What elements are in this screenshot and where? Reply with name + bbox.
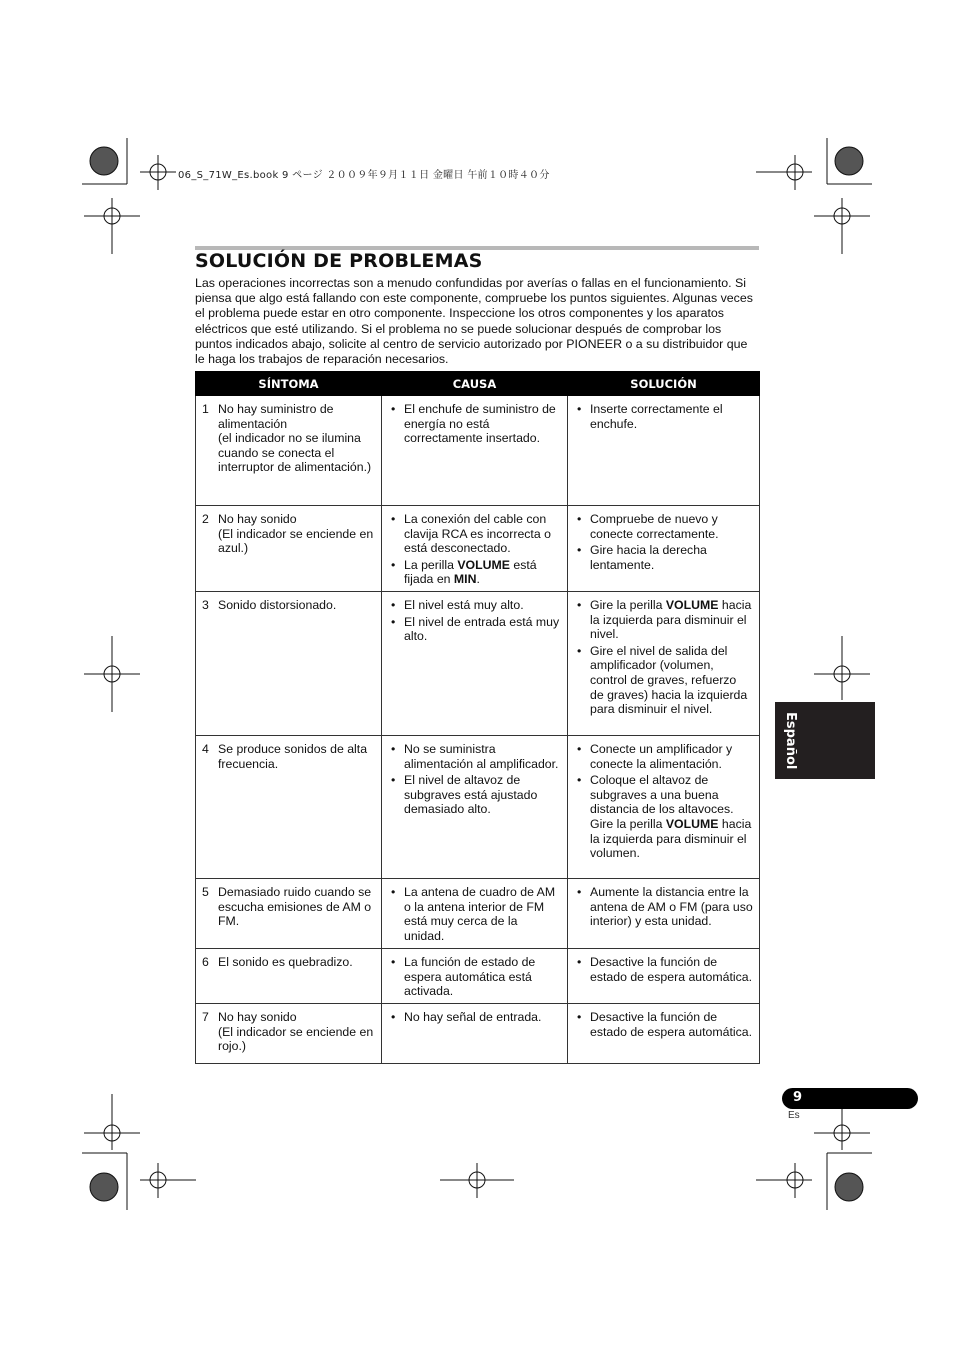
- solution-item: • Inserte correctamente el enchufe.: [574, 402, 753, 431]
- solution-cell: [568, 736, 760, 879]
- solution-list: [574, 885, 753, 929]
- cause-item: • No se suministra alimentación al amplificador.: [388, 742, 561, 771]
- language-label: Español: [783, 712, 798, 770]
- row-number: 5: [202, 885, 209, 899]
- symptom: [202, 885, 375, 929]
- symptom-cell: [196, 736, 382, 879]
- symptom-text: Demasiado ruido cuando se escucha emisiones de AM o FM.: [218, 885, 372, 929]
- row-number: 1: [202, 402, 209, 416]
- cause-item: • El enchufe de suministro de energía no está correctamente insertado.: [388, 402, 561, 446]
- language-side-tab: [775, 702, 875, 779]
- solution-item: • Gire la perilla VOLUME hacia la izquierda para disminuir el nivel.: [574, 598, 753, 642]
- symptom: [202, 598, 375, 613]
- row-number: 7: [202, 1010, 209, 1024]
- header-symptom: SÍNTOMA: [196, 372, 382, 396]
- solution-list: [574, 512, 753, 572]
- table-row: [196, 1004, 760, 1064]
- symptom-cell: [196, 506, 382, 592]
- solution-item: • Coloque el altavoz de subgraves a una buena distancia de los altavoces. Gire la perilla VOLUME hacia la izquierda para disminuir el volumen.: [574, 773, 753, 861]
- cause-item: • El nivel de entrada está muy alto.: [388, 615, 561, 644]
- cause-cell: [382, 879, 568, 949]
- page-number-pill: [782, 1088, 918, 1109]
- solution-item: • Gire el nivel de salida del amplificador (volumen, control de graves, refuerzo de graves) hacia la izquierda para disminuir el nivel.: [574, 644, 753, 717]
- table-row: [196, 396, 760, 506]
- symptom-text: No hay sonido (El indicador se enciende en azul.): [218, 512, 374, 556]
- symptom: [202, 1010, 375, 1054]
- symptom-text: Sonido distorsionado.: [218, 598, 337, 612]
- solution-list: [574, 1010, 753, 1039]
- solution-item: • Conecte un amplificador y conecte la alimentación.: [574, 742, 753, 771]
- page-title: SOLUCIÓN DE PROBLEMAS: [195, 250, 483, 272]
- cause-cell: [382, 949, 568, 1004]
- cause-item: • No hay señal de entrada.: [388, 1010, 561, 1025]
- symptom-cell: [196, 879, 382, 949]
- cause-item: • La función de estado de espera automática está activada.: [388, 955, 561, 999]
- row-number: 6: [202, 955, 209, 969]
- page-language-code: Es: [788, 1110, 800, 1121]
- row-number: 3: [202, 598, 209, 612]
- symptom: [202, 742, 375, 771]
- solution-item: • Gire hacia la derecha lentamente.: [574, 543, 753, 572]
- solution-list: [574, 598, 753, 717]
- symptom-text: El sonido es quebradizo.: [218, 955, 353, 969]
- cause-list: [388, 598, 561, 644]
- symptom-cell: [196, 949, 382, 1004]
- cause-list: [388, 885, 561, 943]
- print-file-info: 06_S_71W_Es.book 9 ページ ２００９年９月１１日 金曜日 午前１０時４０分: [178, 170, 550, 181]
- solution-list: [574, 402, 753, 431]
- troubleshooting-table: [195, 371, 760, 1064]
- table-row: [196, 592, 760, 736]
- cause-cell: [382, 1004, 568, 1064]
- solution-item: • Compruebe de nuevo y conecte correctamente.: [574, 512, 753, 541]
- cause-item: • La conexión del cable con clavija RCA es incorrecta o está desconectado.: [388, 512, 561, 556]
- symptom-text: No hay suministro de alimentación (el indicador no se ilumina cuando se conecta el interruptor de alimentación.): [218, 402, 372, 475]
- symptom-cell: [196, 592, 382, 736]
- table-row: [196, 506, 760, 592]
- solution-cell: [568, 592, 760, 736]
- header-solution: SOLUCIÓN: [568, 372, 760, 396]
- page-number: 9: [793, 1090, 803, 1105]
- cause-item: • El nivel está muy alto.: [388, 598, 561, 613]
- solution-cell: [568, 1004, 760, 1064]
- solution-item: • Desactive la función de estado de espera automática.: [574, 1010, 753, 1039]
- symptom-cell: [196, 396, 382, 506]
- solution-list: [574, 955, 753, 984]
- cause-list: [388, 1010, 561, 1025]
- solution-cell: [568, 506, 760, 592]
- symptom-cell: [196, 1004, 382, 1064]
- symptom-text: No hay sonido (El indicador se enciende en rojo.): [218, 1010, 374, 1054]
- cause-list: [388, 402, 561, 446]
- row-number: 4: [202, 742, 209, 756]
- solution-item: • Aumente la distancia entre la antena de AM o FM (para uso interior) y esta unidad.: [574, 885, 753, 929]
- cause-cell: [382, 506, 568, 592]
- row-number: 2: [202, 512, 209, 526]
- cause-item: • La antena de cuadro de AM o la antena interior de FM está muy cerca de la unidad.: [388, 885, 561, 943]
- solution-list: [574, 742, 753, 861]
- table-header-row: [196, 372, 760, 396]
- intro-paragraph: Las operaciones incorrectas son a menudo confundidas por averías o fallas en el funcionamiento. Si piensa que algo está fallando con este componente, compruebe los puntos siguientes. Algunas veces el problema puede estar en otro componente. Inspeccione los otros componentes y los aparatos eléctricos que esté utilizando. Si el problema no se puede solucionar después de comprobar los puntos indicados abajo, solicite al centro de servicio autorizado por PIONEER o a su distribuidor que le haga los trabajos de reparación necesarios.: [195, 276, 753, 367]
- solution-item: • Desactive la función de estado de espera automática.: [574, 955, 753, 984]
- solution-cell: [568, 949, 760, 1004]
- cause-item: • El nivel de altavoz de subgraves está ajustado demasiado alto.: [388, 773, 561, 817]
- cause-cell: [382, 736, 568, 879]
- symptom: [202, 512, 375, 556]
- symptom-text: Se produce sonidos de alta frecuencia.: [218, 742, 368, 771]
- table-row: [196, 879, 760, 949]
- cause-cell: [382, 396, 568, 506]
- solution-cell: [568, 879, 760, 949]
- cause-list: [388, 512, 561, 587]
- table-row: [196, 736, 760, 879]
- cause-list: [388, 955, 561, 999]
- symptom: [202, 955, 375, 970]
- cause-item: • La perilla VOLUME está fijada en MIN.: [388, 558, 561, 587]
- solution-cell: [568, 396, 760, 506]
- cause-list: [388, 742, 561, 817]
- symptom: [202, 402, 375, 475]
- cause-cell: [382, 592, 568, 736]
- header-cause: CAUSA: [382, 372, 568, 396]
- table-row: [196, 949, 760, 1004]
